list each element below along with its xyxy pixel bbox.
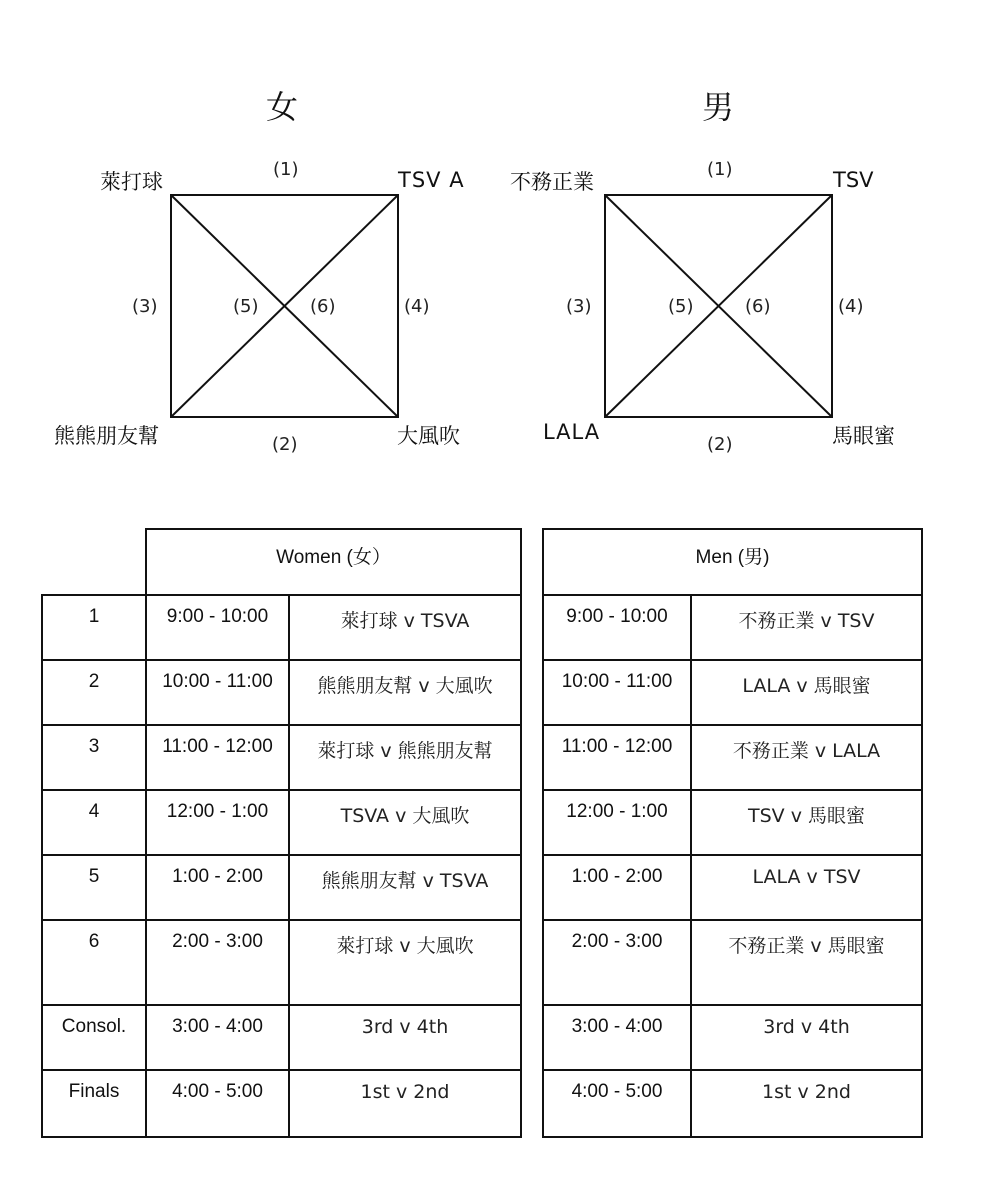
men-schedule-table xyxy=(542,528,923,1138)
men-schedule-row xyxy=(543,595,922,660)
women-game-cell: 熊熊朋友幫 v 大風吹 xyxy=(289,660,521,725)
men-game-cell: TSV v 馬眼蜜 xyxy=(691,790,922,855)
men-time-cell: 1:00 - 2:00 xyxy=(543,855,691,920)
men-match-label-1: (1) xyxy=(707,159,733,180)
women-header: Women (女） xyxy=(146,529,521,595)
men-schedule-row xyxy=(543,920,922,1005)
women-game-cell: 萊打球 v 大風吹 xyxy=(289,920,521,1005)
women-round-cell: 1 xyxy=(42,595,146,660)
men-time-cell: 3:00 - 4:00 xyxy=(543,1005,691,1070)
women-game-cell: 1st v 2nd xyxy=(289,1070,521,1137)
women-team-top-right: TSV A xyxy=(398,168,465,192)
men-game-cell: 不務正業 v LALA xyxy=(691,725,922,790)
women-time-cell: 1:00 - 2:00 xyxy=(146,855,289,920)
men-time-cell: 10:00 - 11:00 xyxy=(543,660,691,725)
men-game-cell: LALA v TSV xyxy=(691,855,922,920)
men-match-label-2: (2) xyxy=(707,434,733,455)
women-schedule-row xyxy=(42,660,521,725)
women-game-cell: 萊打球 v 熊熊朋友幫 xyxy=(289,725,521,790)
men-game-cell: LALA v 馬眼蜜 xyxy=(691,660,922,725)
women-round-cell: Finals xyxy=(42,1070,146,1137)
women-schedule-row xyxy=(42,920,521,1005)
women-match-label-4: (4) xyxy=(404,296,430,317)
women-schedule-row xyxy=(42,595,521,660)
men-time-cell: 12:00 - 1:00 xyxy=(543,790,691,855)
women-round-cell: 6 xyxy=(42,920,146,1005)
men-team-bottom-right: 馬眼蜜 xyxy=(832,424,895,448)
men-game-cell: 不務正業 v 馬眼蜜 xyxy=(691,920,922,1005)
women-time-cell: 12:00 - 1:00 xyxy=(146,790,289,855)
men-game-cell: 3rd v 4th xyxy=(691,1005,922,1070)
men-diagram-title: 男 xyxy=(702,88,735,126)
women-team-top-left: 萊打球 xyxy=(100,170,163,194)
women-schedule-row xyxy=(42,855,521,920)
women-schedule-row xyxy=(42,1005,521,1070)
women-time-cell: 4:00 - 5:00 xyxy=(146,1070,289,1137)
women-time-cell: 11:00 - 12:00 xyxy=(146,725,289,790)
men-schedule-row xyxy=(543,1070,922,1137)
men-time-cell: 2:00 - 3:00 xyxy=(543,920,691,1005)
men-match-label-6: (6) xyxy=(745,296,771,317)
women-time-cell: 9:00 - 10:00 xyxy=(146,595,289,660)
men-time-cell: 9:00 - 10:00 xyxy=(543,595,691,660)
women-team-bottom-left: 熊熊朋友幫 xyxy=(54,424,159,448)
women-round-cell: 2 xyxy=(42,660,146,725)
women-match-label-5: (5) xyxy=(233,296,259,317)
women-match-label-6: (6) xyxy=(310,296,336,317)
women-time-cell: 2:00 - 3:00 xyxy=(146,920,289,1005)
men-match-label-3: (3) xyxy=(566,296,592,317)
women-schedule-row xyxy=(42,790,521,855)
women-team-bottom-right: 大風吹 xyxy=(397,424,460,448)
men-team-top-right: TSV xyxy=(833,168,874,192)
corner-cell xyxy=(42,529,146,595)
women-match-label-3: (3) xyxy=(132,296,158,317)
women-time-cell: 3:00 - 4:00 xyxy=(146,1005,289,1070)
women-game-cell: 3rd v 4th xyxy=(289,1005,521,1070)
women-schedule-table xyxy=(41,528,522,1138)
women-diagram-title: 女 xyxy=(266,88,299,126)
women-round-cell: 5 xyxy=(42,855,146,920)
women-match-label-2: (2) xyxy=(272,434,298,455)
men-schedule-row xyxy=(543,725,922,790)
men-team-top-left: 不務正業 xyxy=(510,170,594,194)
women-game-cell: 萊打球 v TSVA xyxy=(289,595,521,660)
men-time-cell: 4:00 - 5:00 xyxy=(543,1070,691,1137)
women-round-cell: 4 xyxy=(42,790,146,855)
men-time-cell: 11:00 - 12:00 xyxy=(543,725,691,790)
men-schedule-row xyxy=(543,855,922,920)
men-schedule-row xyxy=(543,1005,922,1070)
women-time-cell: 10:00 - 11:00 xyxy=(146,660,289,725)
men-game-cell: 不務正業 v TSV xyxy=(691,595,922,660)
men-match-label-5: (5) xyxy=(668,296,694,317)
women-schedule-row xyxy=(42,725,521,790)
men-game-cell: 1st v 2nd xyxy=(691,1070,922,1137)
men-header: Men (男) xyxy=(543,529,922,595)
women-round-cell: Consol. xyxy=(42,1005,146,1070)
women-game-cell: 熊熊朋友幫 v TSVA xyxy=(289,855,521,920)
women-match-label-1: (1) xyxy=(273,159,299,180)
men-team-bottom-left: LALA xyxy=(543,420,601,444)
men-match-label-4: (4) xyxy=(838,296,864,317)
women-game-cell: TSVA v 大風吹 xyxy=(289,790,521,855)
men-schedule-row xyxy=(543,790,922,855)
women-schedule-row xyxy=(42,1070,521,1137)
men-schedule-row xyxy=(543,660,922,725)
women-round-cell: 3 xyxy=(42,725,146,790)
